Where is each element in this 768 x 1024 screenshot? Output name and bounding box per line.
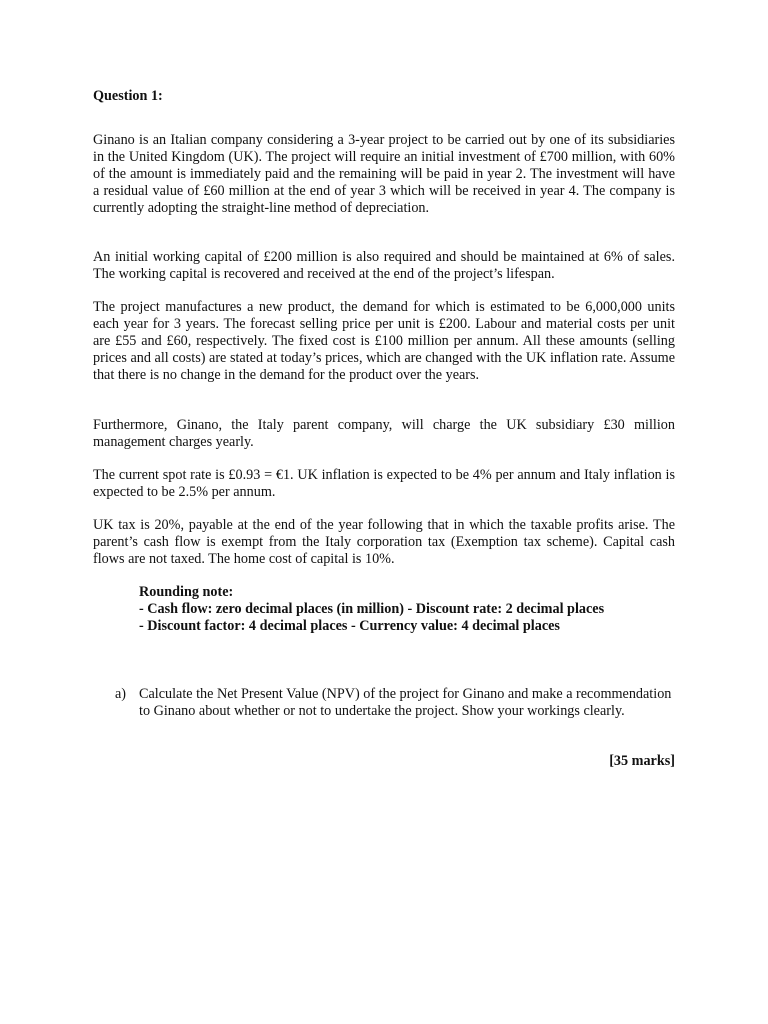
document-page [93,0,675,1024]
paragraph-working-capital: An initial working capital of £200 million is also required and should be maintained at 6% of sales. The working capital is recovered and received at the end of the project’s lifespan. [93,249,675,282]
rounding-note-line-2: - Discount factor: 4 decimal places - Currency value: 4 decimal places [139,617,560,634]
rounding-note-title: Rounding note: [139,584,234,600]
question-a-label: a) [115,686,127,702]
paragraph-spot-rate-inflation: The current spot rate is £0.93 = €1. UK inflation is expected to be 4% per annum and Italy inflation is expected to be 2.5% per annum. [93,467,675,500]
rounding-note [139,584,679,635]
question-a-text: Calculate the Net Present Value (NPV) of the project for Ginano and make a recommendation to Ginano about whether or not to undertake the project. Show your workings clearly. [139,686,672,719]
marks-label: [35 marks] [609,753,675,769]
rounding-note-line-1: - Cash flow: zero decimal places (in million) - Discount rate: 2 decimal places [139,600,605,617]
question-heading: Question 1: [93,88,163,104]
paragraph-tax: UK tax is 20%, payable at the end of the year following that in which the taxable profits arise. The parent’s cash flow is exempt from the Italy corporation tax (Exemption tax scheme). Capital cash flows are not taxed. The home cost of capital is 10%. [93,517,675,567]
paragraph-management-charges: Furthermore, Ginano, the Italy parent company, will charge the UK subsidiary £30 million management charges yearly. [93,417,675,450]
paragraph-project-description: Ginano is an Italian company considering a 3-year project to be carried out by one of its subsidiaries in the United Kingdom (UK). The project will require an initial investment of £700 million, with 60% of the amount is immediately paid and the remaining will be paid in year 2. The investment will have a residual value of £60 million at the end of year 3 which will be received in year 4. The company is currently adopting the straight-line method of depreciation. [93,132,675,216]
paragraph-product-demand: The project manufactures a new product, the demand for which is estimated to be 6,000,000 units each year for 3 years. The forecast selling price per unit is £200. Labour and material costs per unit are £55 and £60, respectively. The fixed cost is £100 million per annum. All these amounts (selling prices and all costs) are stated at today’s prices, which are changed with the UK inflation rate. Assume that there is no change in the demand for the product over the years. [93,299,675,383]
